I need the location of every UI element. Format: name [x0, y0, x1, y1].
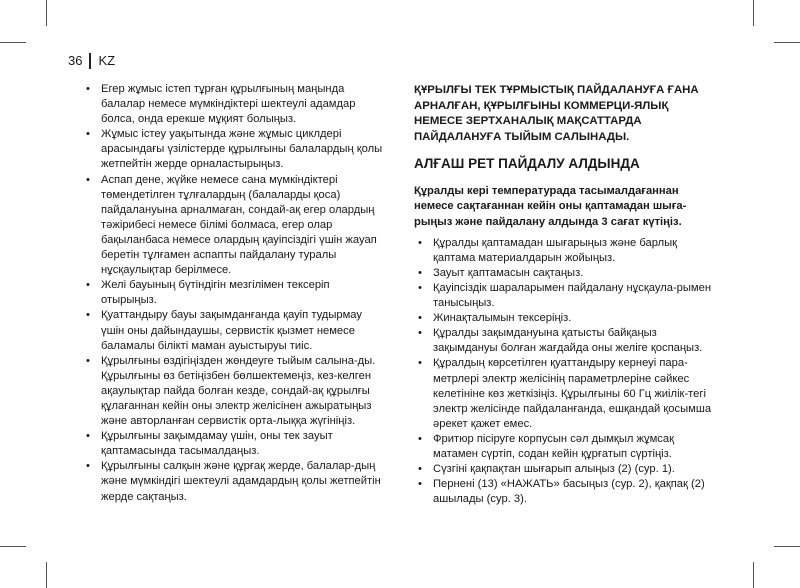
list-item: • Аспап дене, жүйке немесе сана мүмкіндіктері төмендетілген тұлғалардың (балаларды қоса) пайдалануына арналмаған, сондай-ақ егер олардың тәжірибесі немесе білімі болмаса, егер олар бақыланбаса немесе олардың қауіпсіздігі үшін жауап беретін тұлғамен аспапты пайдалану туралы нұсқаулықтар берілмесе.: [82, 173, 384, 279]
list-item: • Құрылғыны салқын және құрғақ жерде, балалар-дың және мүмкіндігі шектеулі адамдардың қолы жетпейтін жерде сақтаңыз.: [82, 459, 384, 504]
header-divider: [89, 53, 91, 69]
list-item: • Құралдың көрсетілген қуаттандыру кернеуі пара-метрлері электр желісінің параметрлеріне сәйкес келетініне көз жеткізіңіз. Құрылғыны 60 Гц жиілік-тегі электр желісінде пайдаланғанда, ешқандай қосымша әрекет қажет емес.: [414, 356, 714, 431]
crop-mark: [0, 546, 26, 547]
list-item: • Құралды зақымдануына қатысты байқаңыз зақымдануы болған жағдайда оны желіге қоспаңыз.: [414, 326, 714, 356]
safety-list: [82, 82, 384, 505]
crop-mark: [753, 0, 754, 26]
list-item: • Жұмыс істеу уақытында және жұмыс циклдері арасындағы үзілістерде құрылғыны балалардың қолы жетпейтін жерде орналастырыңыз.: [82, 127, 384, 172]
household-use-notice: ҚҰРЫЛҒЫ ТЕК ТҰРМЫСТЫҚ ПАЙДАЛАНУҒА ҒАНА АРНАЛҒАН, ҚҰРЫЛҒЫНЫ КОММЕРЦИ-ЯЛЫҚ НЕМЕСЕ ЗЕРТХАНАЛЫҚ МАҚСАТТАРДА ПАЙДАЛАНУҒА ТЫЙЫМ САЛЫНАДЫ.: [414, 84, 699, 143]
list-item: • Құралды қаптамадан шығарыңыз және барлық қаптама материалдарын жойыңыз.: [414, 236, 714, 266]
list-item: • Зауыт қаптамасын сақтаңыз.: [414, 266, 714, 281]
list-item: • Қуаттандыру бауы зақымданғанда қауіп тудырмау үшін оны дайындаушы, сервистік қызмет немесе баламалы білікті маман ауыстыруы тиіс.: [82, 308, 384, 353]
list-item: • Желі бауының бүтіндігін мезгілімен тексеріп отырыңыз.: [82, 278, 384, 308]
language-code: KZ: [98, 53, 116, 68]
page-header: [68, 53, 115, 69]
list-item: • Жинақталымын тексеріңіз.: [414, 311, 714, 326]
crop-mark: [774, 546, 800, 547]
temperature-note: Құралды кері температурада тасымалдағаннан немесе сақтағаннан кейін оны қаптамадан шыға-рыңыз және пайдалану алдында 3 сағат күтіңіз.: [414, 185, 687, 228]
list-item: • Пернені (13) «НАЖАТЬ» басыңыз (сур. 2), қақпақ (2) ашылады (сур. 3).: [414, 477, 714, 507]
list-item: • Фритюр пісіруге корпусын сәл дымқыл жұмсақ матамен сүртіп, содан кейін құрғатып сүртіңіз.: [414, 432, 714, 462]
crop-mark: [753, 562, 754, 588]
section-title: АЛҒАШ РЕТ ПАЙДАЛУ АЛДЫНДА: [414, 156, 640, 172]
list-item: • Егер жұмыс істеп тұрған құрылғының маңында балалар немесе мүмкіндіктері шектеулі адамдар болса, онда ерекше мұқият болыңыз.: [82, 82, 384, 127]
crop-mark: [46, 562, 47, 588]
list-item: • Қауіпсіздік шараларымен пайдалану нұсқаула-рымен танысыңыз.: [414, 281, 714, 311]
list-item: • Құрылғыны өздігіңізден жөндеуге тыйым салына-ды. Құрылғыны өз бетіңізбен бөлшектемеңіз, кез-келген ақаулықтар пайда болған кезде, сондай-ақ құрылғы құлағаннан кейін оны электр желісінен ажыратыңыз және авторланған сервистік орта-лыққа жүгініңіз.: [82, 354, 384, 429]
page-number: 36: [68, 53, 83, 68]
right-column: [414, 83, 714, 507]
crop-mark: [46, 0, 47, 26]
list-item: • Сүзгіні қақпақтан шығарып алыңыз (2) (сур. 1).: [414, 462, 714, 477]
list-item: • Құрылғыны зақымдамау үшін, оны тек зауыт қаптамасында тасымалдаңыз.: [82, 429, 384, 459]
first-use-list: [414, 236, 714, 508]
left-column: [82, 82, 384, 505]
crop-mark: [0, 42, 26, 43]
crop-mark: [774, 42, 800, 43]
